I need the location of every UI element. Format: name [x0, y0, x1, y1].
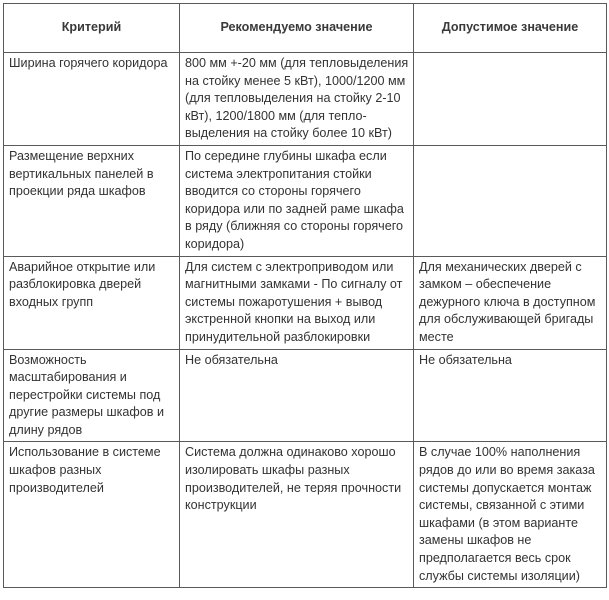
allowed-cell: Не обязательна [414, 349, 607, 442]
table-row [4, 349, 607, 442]
table-row [4, 256, 607, 349]
criterion-cell: Ширина горячего коридора [4, 53, 180, 146]
header-criterion: Критерий [4, 4, 180, 53]
recommended-cell: Не обязательна [180, 349, 414, 442]
header-allowed: Допустимое значение [414, 4, 607, 53]
recommended-cell: По середине глубины шкафа если система электропитания стойки вводится со стороны горячего коридора или по задней раме шкафа в ряду (ближняя со стороны горячего коридора) [180, 145, 414, 256]
allowed-cell [414, 53, 607, 146]
table-row [4, 53, 607, 146]
criterion-cell: Размещение верхних вертикальных панелей в проекции ряда шкафов [4, 145, 180, 256]
criterion-cell: Использование в системе шкафов разных производителей [4, 442, 180, 588]
allowed-cell: Для механических дверей с замком – обеспечение дежурного ключа в доступном для обслуживающей бригады месте [414, 256, 607, 349]
recommended-cell: Для систем с электроприводом или магнитными замками - По сигналу от системы пожаротушения + вывод экстренной кнопки на выход или принудительной разблокировки [180, 256, 414, 349]
allowed-cell [414, 145, 607, 256]
header-recommended: Рекомендуемо значение [180, 4, 414, 53]
header-row [4, 4, 607, 53]
table-row [4, 442, 607, 588]
allowed-cell: В случае 100% наполнения рядов до или во время заказа системы допускается монтаж системы, связанной с этими шкафами (в этом варианте замены шкафов не предполагается весь срок службы системы изоляции) [414, 442, 607, 588]
recommended-cell: 800 мм +-20 мм (для тепловыделения на стойку менее 5 кВт), 1000/1200 мм (для тепловыделения на стойку 2-10 кВт), 1200/1800 мм (для тепло-выделения на стойку более 10 кВт) [180, 53, 414, 146]
recommended-cell: Система должна одинаково хорошо изолировать шкафы разных производителей, не теряя прочности конструкции [180, 442, 414, 588]
criteria-table [3, 3, 607, 588]
table-row [4, 145, 607, 256]
criterion-cell: Возможность масштабирования и перестройки системы под другие размеры шкафов и длину рядов [4, 349, 180, 442]
criterion-cell: Аварийное открытие или разблокировка дверей входных групп [4, 256, 180, 349]
